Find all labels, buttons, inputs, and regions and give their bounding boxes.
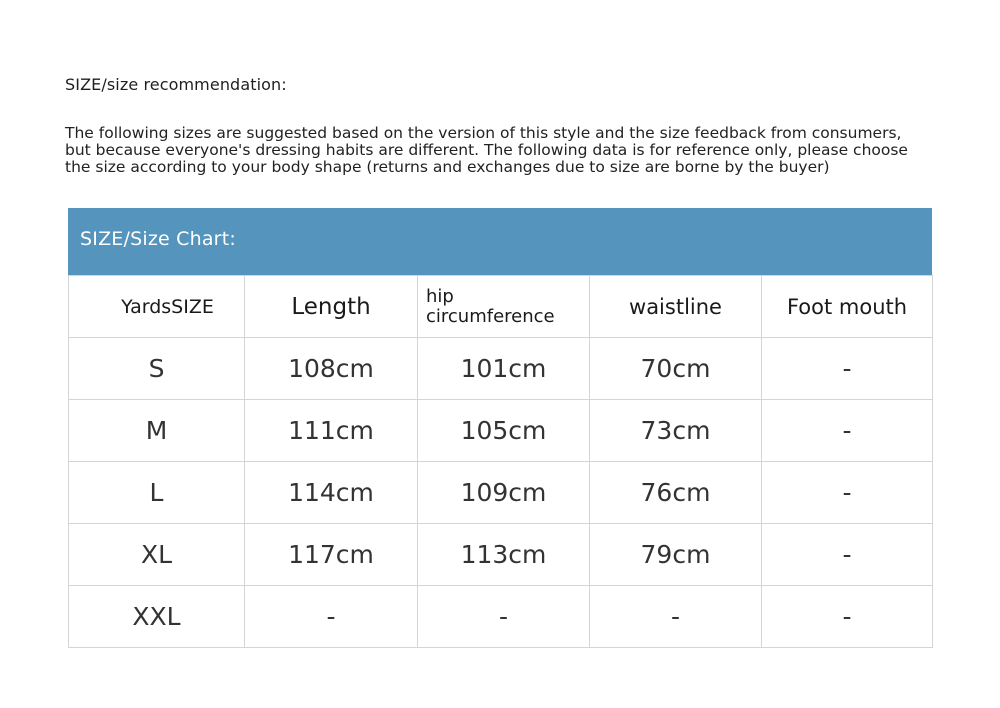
paragraph-line: but because everyone's dressing habits are different. The following data is for reference only, please choose bbox=[65, 141, 908, 159]
column-header-size: YardsSIZE bbox=[69, 276, 245, 338]
size-chart bbox=[68, 208, 932, 647]
size-cell: XL bbox=[69, 524, 245, 586]
foot-mouth-cell: - bbox=[762, 524, 933, 586]
foot-mouth-cell: - bbox=[762, 586, 933, 648]
table-row bbox=[69, 338, 933, 400]
paragraph-line: The following sizes are suggested based on the version of this style and the size feedback from consumers, bbox=[65, 124, 902, 142]
length-cell: - bbox=[245, 586, 418, 648]
column-header-hip-line2: circumference bbox=[426, 305, 555, 327]
table-row bbox=[69, 462, 933, 524]
table-row bbox=[69, 524, 933, 586]
waist-cell: 70cm bbox=[590, 338, 762, 400]
length-cell: 108cm bbox=[245, 338, 418, 400]
size-cell: M bbox=[69, 400, 245, 462]
length-cell: 117cm bbox=[245, 524, 418, 586]
size-chart-header bbox=[68, 208, 932, 275]
column-header-length: Length bbox=[245, 276, 418, 338]
length-cell: 114cm bbox=[245, 462, 418, 524]
column-header-hip bbox=[418, 276, 590, 338]
waist-cell: 79cm bbox=[590, 524, 762, 586]
size-table bbox=[68, 275, 933, 648]
column-header-hip-line1: hip bbox=[426, 285, 454, 307]
length-cell: 111cm bbox=[245, 400, 418, 462]
hip-cell: 113cm bbox=[418, 524, 590, 586]
hip-cell: 101cm bbox=[418, 338, 590, 400]
table-row bbox=[69, 586, 933, 648]
size-recommendation-paragraph bbox=[65, 125, 945, 176]
waist-cell: 76cm bbox=[590, 462, 762, 524]
hip-cell: - bbox=[418, 586, 590, 648]
foot-mouth-cell: - bbox=[762, 338, 933, 400]
column-header-waist: waistline bbox=[590, 276, 762, 338]
foot-mouth-cell: - bbox=[762, 400, 933, 462]
hip-cell: 109cm bbox=[418, 462, 590, 524]
size-chart-title: SIZE/Size Chart: bbox=[80, 228, 236, 250]
size-cell: XXL bbox=[69, 586, 245, 648]
size-cell: S bbox=[69, 338, 245, 400]
foot-mouth-cell: - bbox=[762, 462, 933, 524]
size-cell: L bbox=[69, 462, 245, 524]
column-header-foot-mouth: Foot mouth bbox=[762, 276, 933, 338]
table-row bbox=[69, 400, 933, 462]
waist-cell: - bbox=[590, 586, 762, 648]
waist-cell: 73cm bbox=[590, 400, 762, 462]
size-recommendation-heading: SIZE/size recommendation: bbox=[65, 75, 287, 94]
paragraph-line: the size according to your body shape (returns and exchanges due to size are borne by the buyer) bbox=[65, 158, 830, 176]
hip-cell: 105cm bbox=[418, 400, 590, 462]
table-header-row bbox=[69, 276, 933, 338]
